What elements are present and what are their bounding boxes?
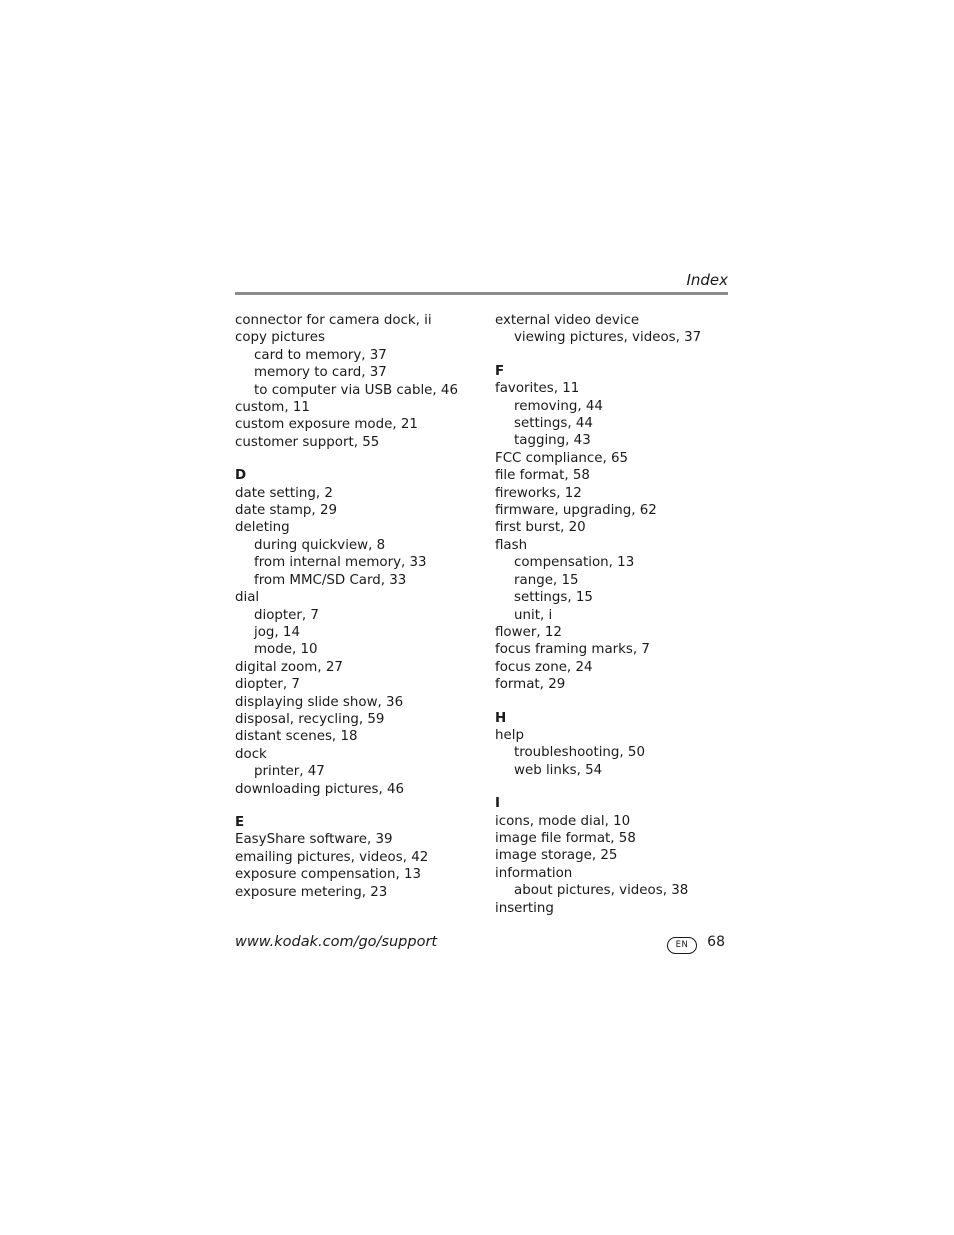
index-entry: focus zone, 24 <box>495 659 593 675</box>
support-url: www.kodak.com/go/support <box>235 934 438 950</box>
index-entry: flash <box>495 537 528 553</box>
index-subentry: jog, 14 <box>254 624 300 640</box>
index-entry: displaying slide show, 36 <box>235 694 404 710</box>
language-badge: EN <box>667 937 697 954</box>
index-section-letter: D <box>235 468 247 484</box>
index-subentry: from MMC/SD Card, 33 <box>254 572 407 588</box>
index-section-letter: F <box>495 363 505 379</box>
index-entry: image file format, 58 <box>495 830 636 846</box>
index-entry: diopter, 7 <box>235 677 300 693</box>
index-subentry: about pictures, videos, 38 <box>514 883 689 899</box>
index-entry: disposal, recycling, 59 <box>235 711 385 727</box>
index-entry: icons, mode dial, 10 <box>495 813 631 829</box>
index-entry: favorites, 11 <box>495 381 580 397</box>
page-header-title: Index <box>686 271 728 289</box>
index-entry: dial <box>235 590 260 606</box>
index-entry: exposure compensation, 13 <box>235 867 421 883</box>
index-entry: dock <box>235 746 267 762</box>
index-subentry: troubleshooting, 50 <box>514 745 645 761</box>
index-subentry: removing, 44 <box>514 398 603 414</box>
index-entry: copy pictures <box>235 330 325 346</box>
index-entry: inserting <box>495 900 554 916</box>
index-subentry: settings, 15 <box>514 590 593 606</box>
index-entry: EasyShare software, 39 <box>235 832 393 848</box>
index-subentry: settings, 44 <box>514 416 593 432</box>
index-entry: customer support, 55 <box>235 434 380 450</box>
page-number: 68 <box>707 934 725 950</box>
index-subentry: printer, 47 <box>254 764 325 780</box>
index-entry: date setting, 2 <box>235 485 333 501</box>
index-entry: help <box>495 727 524 743</box>
index-subentry: card to memory, 37 <box>254 347 387 363</box>
index-entry: custom exposure mode, 21 <box>235 417 418 433</box>
index-entry: digital zoom, 27 <box>235 659 343 675</box>
index-entry: image storage, 25 <box>495 848 618 864</box>
index-subentry: mode, 10 <box>254 642 318 658</box>
index-subentry: during quickview, 8 <box>254 537 386 553</box>
index-subentry: from internal memory, 33 <box>254 555 427 571</box>
index-subentry: to computer via USB cable, 46 <box>254 382 458 398</box>
index-section-letter: H <box>495 710 507 726</box>
index-entry: first burst, 20 <box>495 520 586 536</box>
index-section-letter: I <box>495 796 500 812</box>
index-entry: downloading pictures, 46 <box>235 781 405 797</box>
index-subentry: memory to card, 37 <box>254 365 387 381</box>
index-subentry: tagging, 43 <box>514 433 591 449</box>
index-entry: file format, 58 <box>495 468 590 484</box>
index-column-right <box>495 312 735 917</box>
index-entry: FCC compliance, 65 <box>495 450 629 466</box>
index-subentry: diopter, 7 <box>254 607 319 623</box>
index-entry: flower, 12 <box>495 624 562 640</box>
index-entry: external video device <box>495 313 640 328</box>
index-column-left <box>235 312 475 901</box>
index-subentry: web links, 54 <box>514 762 603 778</box>
index-entry: custom, 11 <box>235 400 310 416</box>
index-entry: emailing pictures, videos, 42 <box>235 849 429 865</box>
index-entry: format, 29 <box>495 677 566 693</box>
index-entry: date stamp, 29 <box>235 503 337 519</box>
index-entry: connector for camera dock, ii <box>235 313 432 328</box>
index-subentry: viewing pictures, videos, 37 <box>514 330 702 346</box>
index-entry: deleting <box>235 520 290 536</box>
header-rule <box>235 292 728 295</box>
index-entry: firmware, upgrading, 62 <box>495 503 657 519</box>
index-subentry: unit, i <box>514 607 553 623</box>
index-subentry: compensation, 13 <box>514 555 635 571</box>
index-entry: distant scenes, 18 <box>235 729 358 745</box>
index-section-letter: E <box>235 814 245 830</box>
index-entry: information <box>495 865 573 881</box>
index-entry: focus framing marks, 7 <box>495 642 650 658</box>
index-entry: exposure metering, 23 <box>235 884 388 900</box>
index-entry: fireworks, 12 <box>495 485 582 501</box>
index-subentry: range, 15 <box>514 572 579 588</box>
